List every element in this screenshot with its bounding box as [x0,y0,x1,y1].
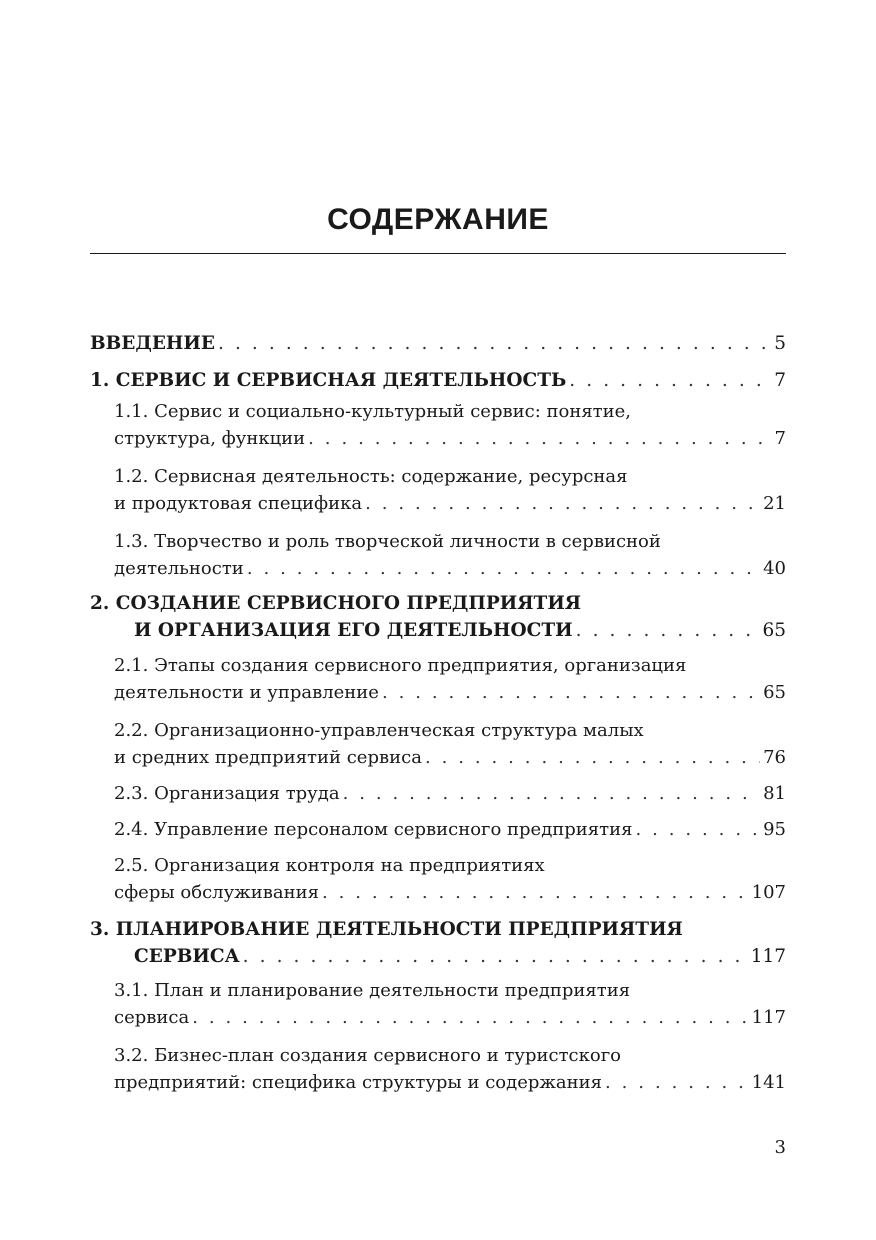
toc-entry-title-line: 3.2. Бизнес-план создания сервисного и туристского [114,1045,621,1066]
toc-page-number: 117 [751,1007,786,1028]
dot-leader [243,943,748,970]
toc-entry-title-line: 2. СОЗДАНИЕ СЕРВИСНОГО ПРЕДПРИЯТИЯ [90,593,582,614]
title-divider [90,253,786,254]
toc-entry [90,590,786,644]
dot-leader [576,617,760,644]
toc-entry-title: 2.3. Организация труда [114,783,340,804]
dot-leader [218,330,771,357]
toc-entry-line [114,780,786,807]
toc-entry [114,852,786,906]
toc-entry-line [90,367,786,394]
toc-entry [114,1042,786,1096]
toc-entry-line [114,679,786,706]
toc-entry [90,330,786,357]
toc-entry-title-line: 1.1. Сервис и социально-культурный сервис: понятие, [114,401,631,422]
dot-leader [635,816,760,843]
toc-entry-title: И ОРГАНИЗАЦИЯ ЕГО ДЕЯТЕЛЬНОСТИ [134,620,573,641]
toc-entry [90,367,786,394]
toc-page-number: 21 [763,493,786,514]
toc-entry-title: ВВЕДЕНИЕ [90,333,215,354]
dot-leader [192,1004,748,1031]
toc-page-number: 65 [763,682,786,703]
toc-entry-line [114,816,786,843]
toc-entry-line [114,744,786,771]
toc-entry [114,398,786,452]
toc-entry-title-line: 1.2. Сервисная деятельность: содержание, ресурсная [114,466,628,487]
dot-leader [247,555,760,582]
toc-entry [114,780,786,807]
toc-entry-title: предприятий: специфика структуры и содержания [114,1072,603,1093]
toc-entry-title: деятельности и управление [114,682,379,703]
toc-page-number: 117 [750,946,786,967]
toc-page-number: 76 [763,747,786,768]
toc-entry-title: сферы обслуживания [114,882,319,903]
toc-entry [114,717,786,771]
toc-entry-line [90,943,786,970]
toc-page-number: 7 [774,370,786,391]
toc-entry-title-line: 2.2. Организационно-управленческая структура малых [114,720,644,741]
toc-entry-line [114,490,786,517]
dot-leader [343,780,761,807]
dot-leader [425,744,760,771]
toc-entry [114,816,786,843]
toc-page-number: 7 [774,428,786,449]
dot-leader [569,367,771,394]
toc-entry-title: и средних предприятий сервиса [114,747,422,768]
toc-entry-title: деятельности [114,558,244,579]
dot-leader [308,425,771,452]
toc-entry-title: СЕРВИСА [134,946,240,967]
dot-leader [382,679,760,706]
toc-page-number: 65 [762,620,786,641]
toc-page-number: 81 [763,783,786,804]
toc-entry [114,652,786,706]
toc-entry-line [114,425,786,452]
page-number: 3 [774,1137,786,1158]
toc-entry-title: сервиса [114,1007,190,1028]
dot-leader [365,490,760,517]
dot-leader [322,879,749,906]
toc-entry-title-line: 3.1. План и планирование деятельности предприятия [114,980,631,1001]
toc-entry-title: структура, функции [114,428,306,449]
toc-entry-line [114,879,786,906]
toc-entry-line [114,1004,786,1031]
toc-entry-line [90,617,786,644]
toc-entry-title-line: 3. ПЛАНИРОВАНИЕ ДЕЯТЕЛЬНОСТИ ПРЕДПРИЯТИЯ [90,919,683,940]
toc-entry-title: 1. СЕРВИС И СЕРВИСНАЯ ДЕЯТЕЛЬНОСТЬ [90,370,567,391]
toc-page-number: 141 [751,1072,786,1093]
toc-entry-line [114,555,786,582]
toc-entry-title-line: 2.1. Этапы создания сервисного предприятия, организация [114,655,687,676]
toc-entry-line [114,1069,786,1096]
dot-leader [605,1069,749,1096]
toc-entry-title-line: 2.5. Организация контроля на предприятиях [114,855,545,876]
toc-entry-line [90,330,786,357]
page-title: СОДЕРЖАНИЕ [327,203,549,236]
toc-page-number: 107 [751,882,786,903]
toc-entry [114,977,786,1031]
toc-entry-title-line: 1.3. Творчество и роль творческой личности в сервисной [114,531,661,552]
table-of-contents [90,330,786,1096]
toc-page-number: 95 [763,819,786,840]
toc-entry [90,916,786,970]
toc-entry [114,463,786,517]
toc-page-number: 5 [774,333,786,354]
toc-page-number: 40 [763,558,786,579]
toc-entry-title: и продуктовая специфика [114,493,363,514]
toc-entry [114,528,786,582]
toc-entry-title: 2.4. Управление персоналом сервисного предприятия [114,819,633,840]
